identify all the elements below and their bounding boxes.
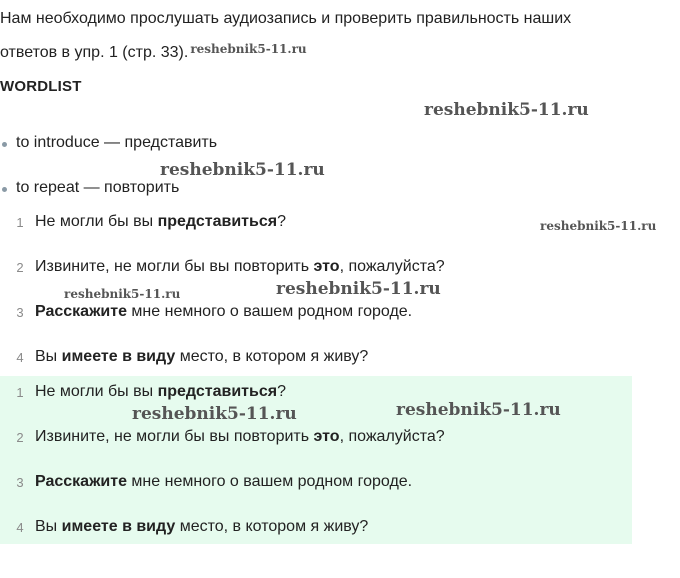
wordlist-heading: WORDLIST xyxy=(0,78,82,95)
question-row xyxy=(0,303,632,327)
answer-text-end: ? xyxy=(277,383,286,400)
answer-bold: Расскажите xyxy=(35,473,127,490)
answer-text-end: мне немного о вашем родном городе. xyxy=(126,473,413,490)
question-row xyxy=(0,348,632,372)
question-number: 3 xyxy=(16,305,24,320)
question-bold: Расскажите xyxy=(35,303,127,320)
question-text: Вы xyxy=(35,348,62,365)
watermark: reshebnik5-11.ru xyxy=(396,400,561,420)
watermark: reshebnik5-11.ru xyxy=(540,219,657,233)
intro-line-1: Нам необходимо прослушать аудиозапись и проверить правильность наших xyxy=(0,10,572,27)
question-number: 1 xyxy=(16,215,24,230)
wordlist-item: to repeat — повторить xyxy=(16,179,180,196)
question-text-end: место, в котором я живу? xyxy=(175,348,369,365)
question-bold: представиться xyxy=(157,213,278,230)
answer-text: Не могли бы вы xyxy=(35,383,158,400)
answer-number: 2 xyxy=(16,430,24,445)
answer-row xyxy=(0,428,632,452)
question-text: Извините, не могли бы вы повторить xyxy=(35,258,314,275)
watermark: reshebnik5-11.ru xyxy=(64,287,181,301)
answer-number: 1 xyxy=(16,385,24,400)
answer-number: 3 xyxy=(16,475,24,490)
question-text-end: , пожалуйста? xyxy=(339,258,445,275)
question-row xyxy=(0,213,632,237)
watermark-inline: reshebnik5-11.ru xyxy=(190,42,307,56)
watermark: reshebnik5-11.ru xyxy=(276,279,441,299)
watermark: reshebnik5-11.ru xyxy=(160,160,325,180)
intro-line-2: ответов в упр. 1 (стр. 33). xyxy=(0,44,189,61)
answer-text: Вы xyxy=(35,518,62,535)
watermark: reshebnik5-11.ru xyxy=(132,404,297,424)
question-text: Не могли бы вы xyxy=(35,213,158,230)
question-text-end: мне немного о вашем родном городе. xyxy=(126,303,413,320)
answer-text: Извините, не могли бы вы повторить xyxy=(35,428,314,445)
intro-paragraph xyxy=(0,4,672,68)
answer-bold: это xyxy=(313,428,340,445)
answer-text-end: место, в котором я живу? xyxy=(175,518,369,535)
answer-bold: представиться xyxy=(157,383,278,400)
question-bold: имеете в виду xyxy=(61,348,176,365)
answer-text-end: , пожалуйста? xyxy=(339,428,445,445)
watermark: reshebnik5-11.ru xyxy=(424,100,589,120)
answer-row xyxy=(0,473,632,497)
question-number: 4 xyxy=(16,350,24,365)
question-number: 2 xyxy=(16,260,24,275)
answer-bold: имеете в виду xyxy=(61,518,176,535)
question-text-end: ? xyxy=(277,213,286,230)
wordlist-item: to introduce — представить xyxy=(16,134,218,151)
answer-row xyxy=(0,518,632,542)
answer-number: 4 xyxy=(16,520,24,535)
question-bold: это xyxy=(313,258,340,275)
